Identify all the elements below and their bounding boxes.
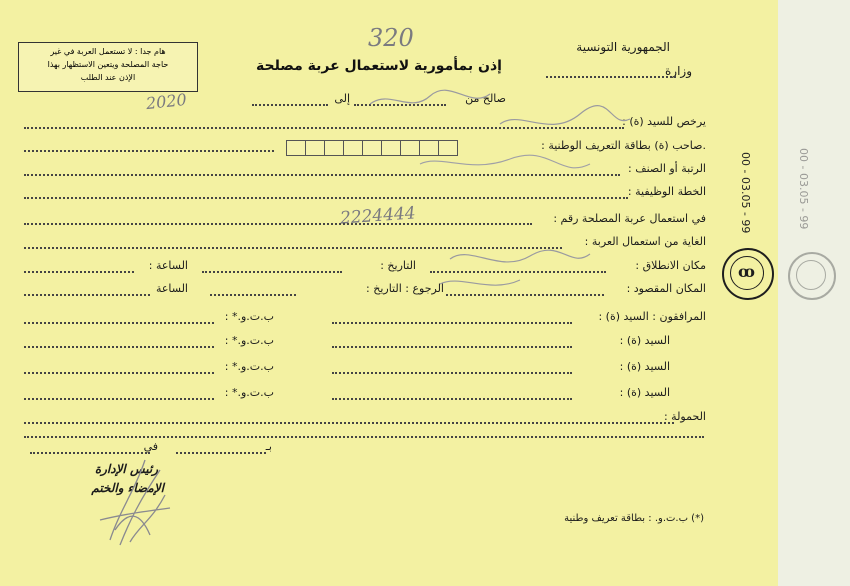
- departure-time-label: الساعة :: [148, 259, 188, 272]
- id-box: [305, 140, 325, 156]
- departure-date-line: [202, 271, 342, 273]
- position-label: الخطة الوظيفية :: [627, 185, 706, 198]
- departure-time-line: [24, 271, 134, 273]
- companion-3-name-line: [332, 372, 572, 374]
- handwritten-vehicle-number: 2224444: [339, 203, 417, 229]
- signature-caption: الإمضاء والختم: [91, 481, 164, 495]
- cargo-label: الحمولة :: [663, 410, 706, 423]
- handwritten-scribbles: [360, 84, 640, 314]
- faded-stamp: [788, 252, 836, 300]
- cargo-line: [24, 422, 674, 424]
- return-time-line: [24, 294, 150, 296]
- companion-4-id-line: [24, 398, 214, 400]
- ministry-line: [546, 76, 676, 78]
- rank-label: الرتبة أو الصنف :: [628, 162, 706, 175]
- valid-to-line: [252, 104, 328, 106]
- notice-line-2: حاجة المصلحة ويتعين الاستظهار بهذا: [47, 60, 169, 69]
- companions-label: المرافقون : السيد (ة) :: [598, 310, 706, 323]
- in-label: في: [143, 440, 158, 453]
- companion-1-id-label: ب.ت.و.* :: [224, 310, 274, 323]
- valid-from-label: صالح من: [465, 92, 506, 105]
- departure-date-label: التاريخ :: [380, 259, 416, 272]
- footnote: (*) ب.ت.و. : بطاقة تعريف وطنية: [564, 513, 704, 524]
- companion-2-label: السيد (ة) :: [619, 334, 670, 347]
- companion-2-id-label: ب.ت.و.* :: [224, 334, 274, 347]
- at-label: بـ: [265, 440, 272, 453]
- companion-4-id-label: ب.ت.و.* :: [224, 386, 274, 399]
- id-holder-label: .صاحب (ة) بطاقة التعريف الوطنية :: [541, 139, 706, 152]
- departure-label: مكان الانطلاق :: [635, 259, 706, 272]
- handwritten-signature: [90, 450, 180, 550]
- companion-4-name-line: [332, 398, 572, 400]
- serial-number: 320: [368, 24, 414, 52]
- valid-to-label: إلى: [334, 92, 350, 105]
- id-holder-line: [24, 150, 274, 152]
- return-time-label: الساعة: [155, 282, 188, 295]
- companion-3-label: السيد (ة) :: [619, 360, 670, 373]
- signature-title: رئيس الإدارة: [94, 462, 158, 476]
- cargo-line-2: [24, 436, 704, 438]
- republic-label: الجمهورية التونسية: [576, 40, 670, 54]
- companion-3-id-line: [24, 372, 214, 374]
- companion-2-id-line: [24, 346, 214, 348]
- return-date-line: [210, 294, 296, 296]
- ministry-label: وزارة: [664, 64, 692, 78]
- companion-2-name-line: [332, 346, 572, 348]
- faded-print-code: 00 - 03.05 - 99: [797, 148, 810, 230]
- authorized-label: يرخص للسيد (ة) :: [622, 115, 706, 128]
- companion-1-name-line: [332, 322, 572, 324]
- id-box: [324, 140, 344, 156]
- stub-margin: [778, 0, 850, 586]
- purpose-label: الغاية من استعمال العربة :: [584, 235, 706, 248]
- destination-label: المكان المقصود :: [626, 282, 706, 295]
- form-title: إذن بمأمورية لاستعمال عربة مصلحة: [256, 58, 502, 74]
- return-date-label: الرجوع : التاريخ :: [366, 282, 444, 295]
- official-stamp: ꝏ: [722, 248, 774, 300]
- notice-line-1: هام جدا : لا تستعمل العربة في غير: [50, 47, 166, 56]
- at-line: [176, 452, 266, 454]
- warning-notice: [18, 42, 198, 92]
- handwritten-year: 2020: [145, 89, 188, 114]
- notice-line-3: الإذن عند الطلب: [80, 73, 136, 82]
- print-code: 00 - 03.05 - 99: [739, 152, 752, 234]
- companion-4-label: السيد (ة) :: [619, 386, 670, 399]
- companion-3-id-label: ب.ت.و.* :: [224, 360, 274, 373]
- vehicle-label: في استعمال عربة المصلحة رقم :: [553, 212, 706, 225]
- companion-1-id-line: [24, 322, 214, 324]
- id-box: [286, 140, 306, 156]
